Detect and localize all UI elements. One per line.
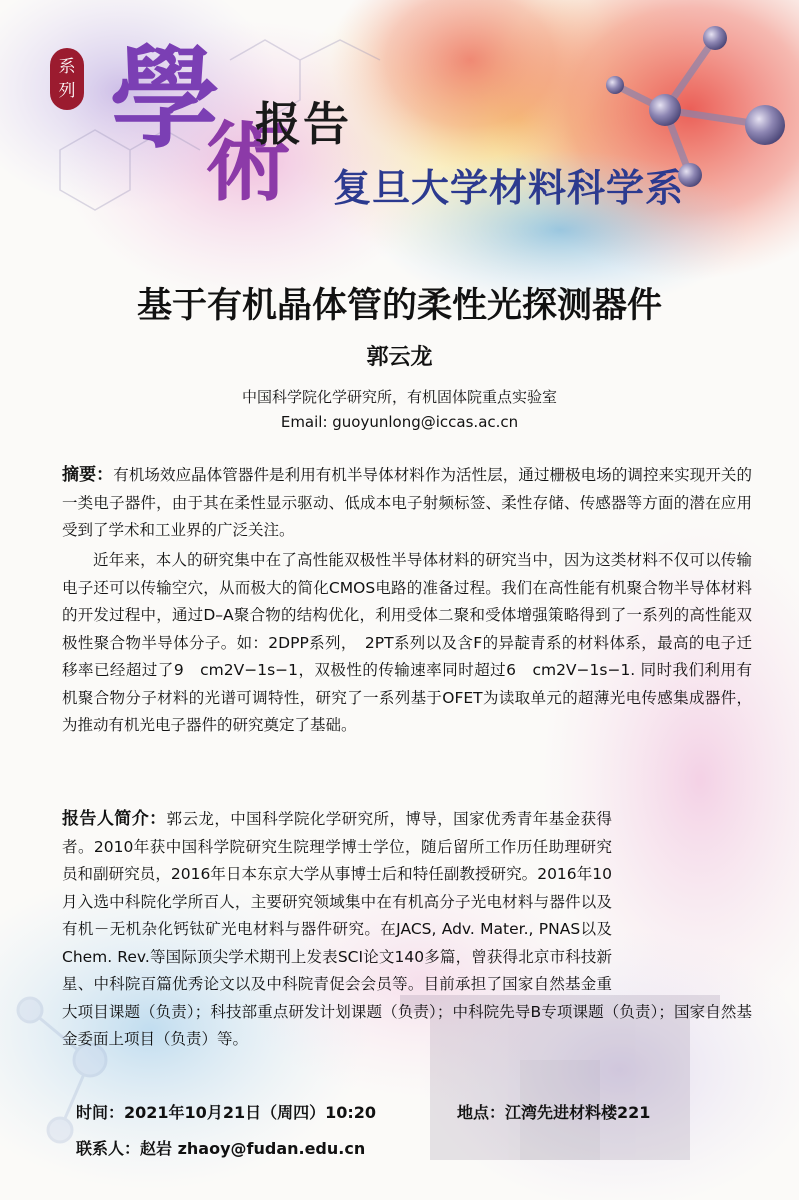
department-name: 复旦大学材料科学系 <box>333 166 685 210</box>
talk-title: 基于有机晶体管的柔性光探测器件 <box>136 285 662 326</box>
time-value: 2021年10月21日（周四）10:20 <box>124 1103 377 1122</box>
series-char-2: 列 <box>58 81 76 101</box>
series-char-1: 系 <box>58 57 76 77</box>
time-label: 时间： <box>76 1103 125 1122</box>
abstract-text-1: 有机场效应晶体管器件是利用有机半导体材料作为活性层，通过栅极电场的调控来实现开关的一类电子器件，由于其在柔性显示驱动、低成本电子射频标签、柔性存储、传感器等方面的潜在应用受到了学术和工业界的广泛关注。 <box>62 466 752 539</box>
event-place <box>457 1100 650 1123</box>
speaker-affiliation: 中国科学院化学研究所，有机固体院重点实验室 <box>241 388 557 406</box>
speaker-email: Email: guoyunlong@iccas.ac.cn <box>280 413 519 431</box>
speaker-bio <box>62 806 752 1054</box>
bio-label: 报告人简介： <box>62 809 167 829</box>
header-report-label: 报告 <box>255 97 351 151</box>
abstract-label: 摘要： <box>62 465 114 485</box>
contact-value: 赵岩 zhaoy@fudan.edu.cn <box>140 1139 366 1158</box>
photo-spacer <box>612 806 752 973</box>
event-contact <box>76 1136 365 1159</box>
contact-label: 联系人： <box>76 1139 141 1158</box>
place-value: 江湾先进材料楼221 <box>505 1103 651 1122</box>
header-char-shu: 術 <box>205 112 291 213</box>
event-time <box>76 1100 376 1123</box>
bio-text: 郭云龙，中国科学院化学研究所，博导，国家优秀青年基金获得者。2010年获中国科学院研究生院理学博士学位，随后留所工作历任助理研究员和副研究员，2016年日本东京大学从事博士后和特任副教授研究。2016年10月入选中科院化学所百人，主要研究领域集中在有机高分子光电材料与器件以及有机－无机杂化钙钛矿光电材料与器件研究。在JACS, Adv. Mater., PNAS以及Chem. Rev.等国际顶尖学术期刊上发表SCI论文140多篇，曾获得北京市科技新星、中科院百篇优秀论文以及中科院青促会会员等。目前承担了国家自然基金重大项目课题（负责）；科技部重点研发计划课题（负责）；中科院先导B专项课题（负责）；国家自然基金委面上项目（负责）等。 <box>62 810 752 1048</box>
speaker-name: 郭云龙 <box>366 344 433 370</box>
header-char-xue: 學 <box>110 34 216 163</box>
series-badge <box>50 48 84 110</box>
place-label: 地点： <box>457 1103 506 1122</box>
abstract-paragraph-2: 近年来，本人的研究集中在了高性能双极性半导体材料的研究当中，因为这类材料不仅可以传输电子还可以传输空穴，从而极大的简化CMOS电路的准备过程。我们在高性能有机聚合物半导体材料的开发过程中，通过D–A聚合物的结构优化，利用受体二聚和受体增强策略得到了一系列的高性能双极性聚合物半导体分子。如：2DPP系列， 2PT系列以及含F的异靛青系的材料体系，最高的电子迁移率已经超过了9 cm2V−1s−1，双极性的传输速率同时超过6 cm2V−1s−1. 同时我们利用有机聚合物分子材料的光谱可调特性，研究了一系列基于OFET为读取单元的超薄光电传感集成器件，为推动有机光电子器件的研究奠定了基础。 <box>62 551 752 734</box>
abstract-paragraph-1 <box>62 462 752 545</box>
